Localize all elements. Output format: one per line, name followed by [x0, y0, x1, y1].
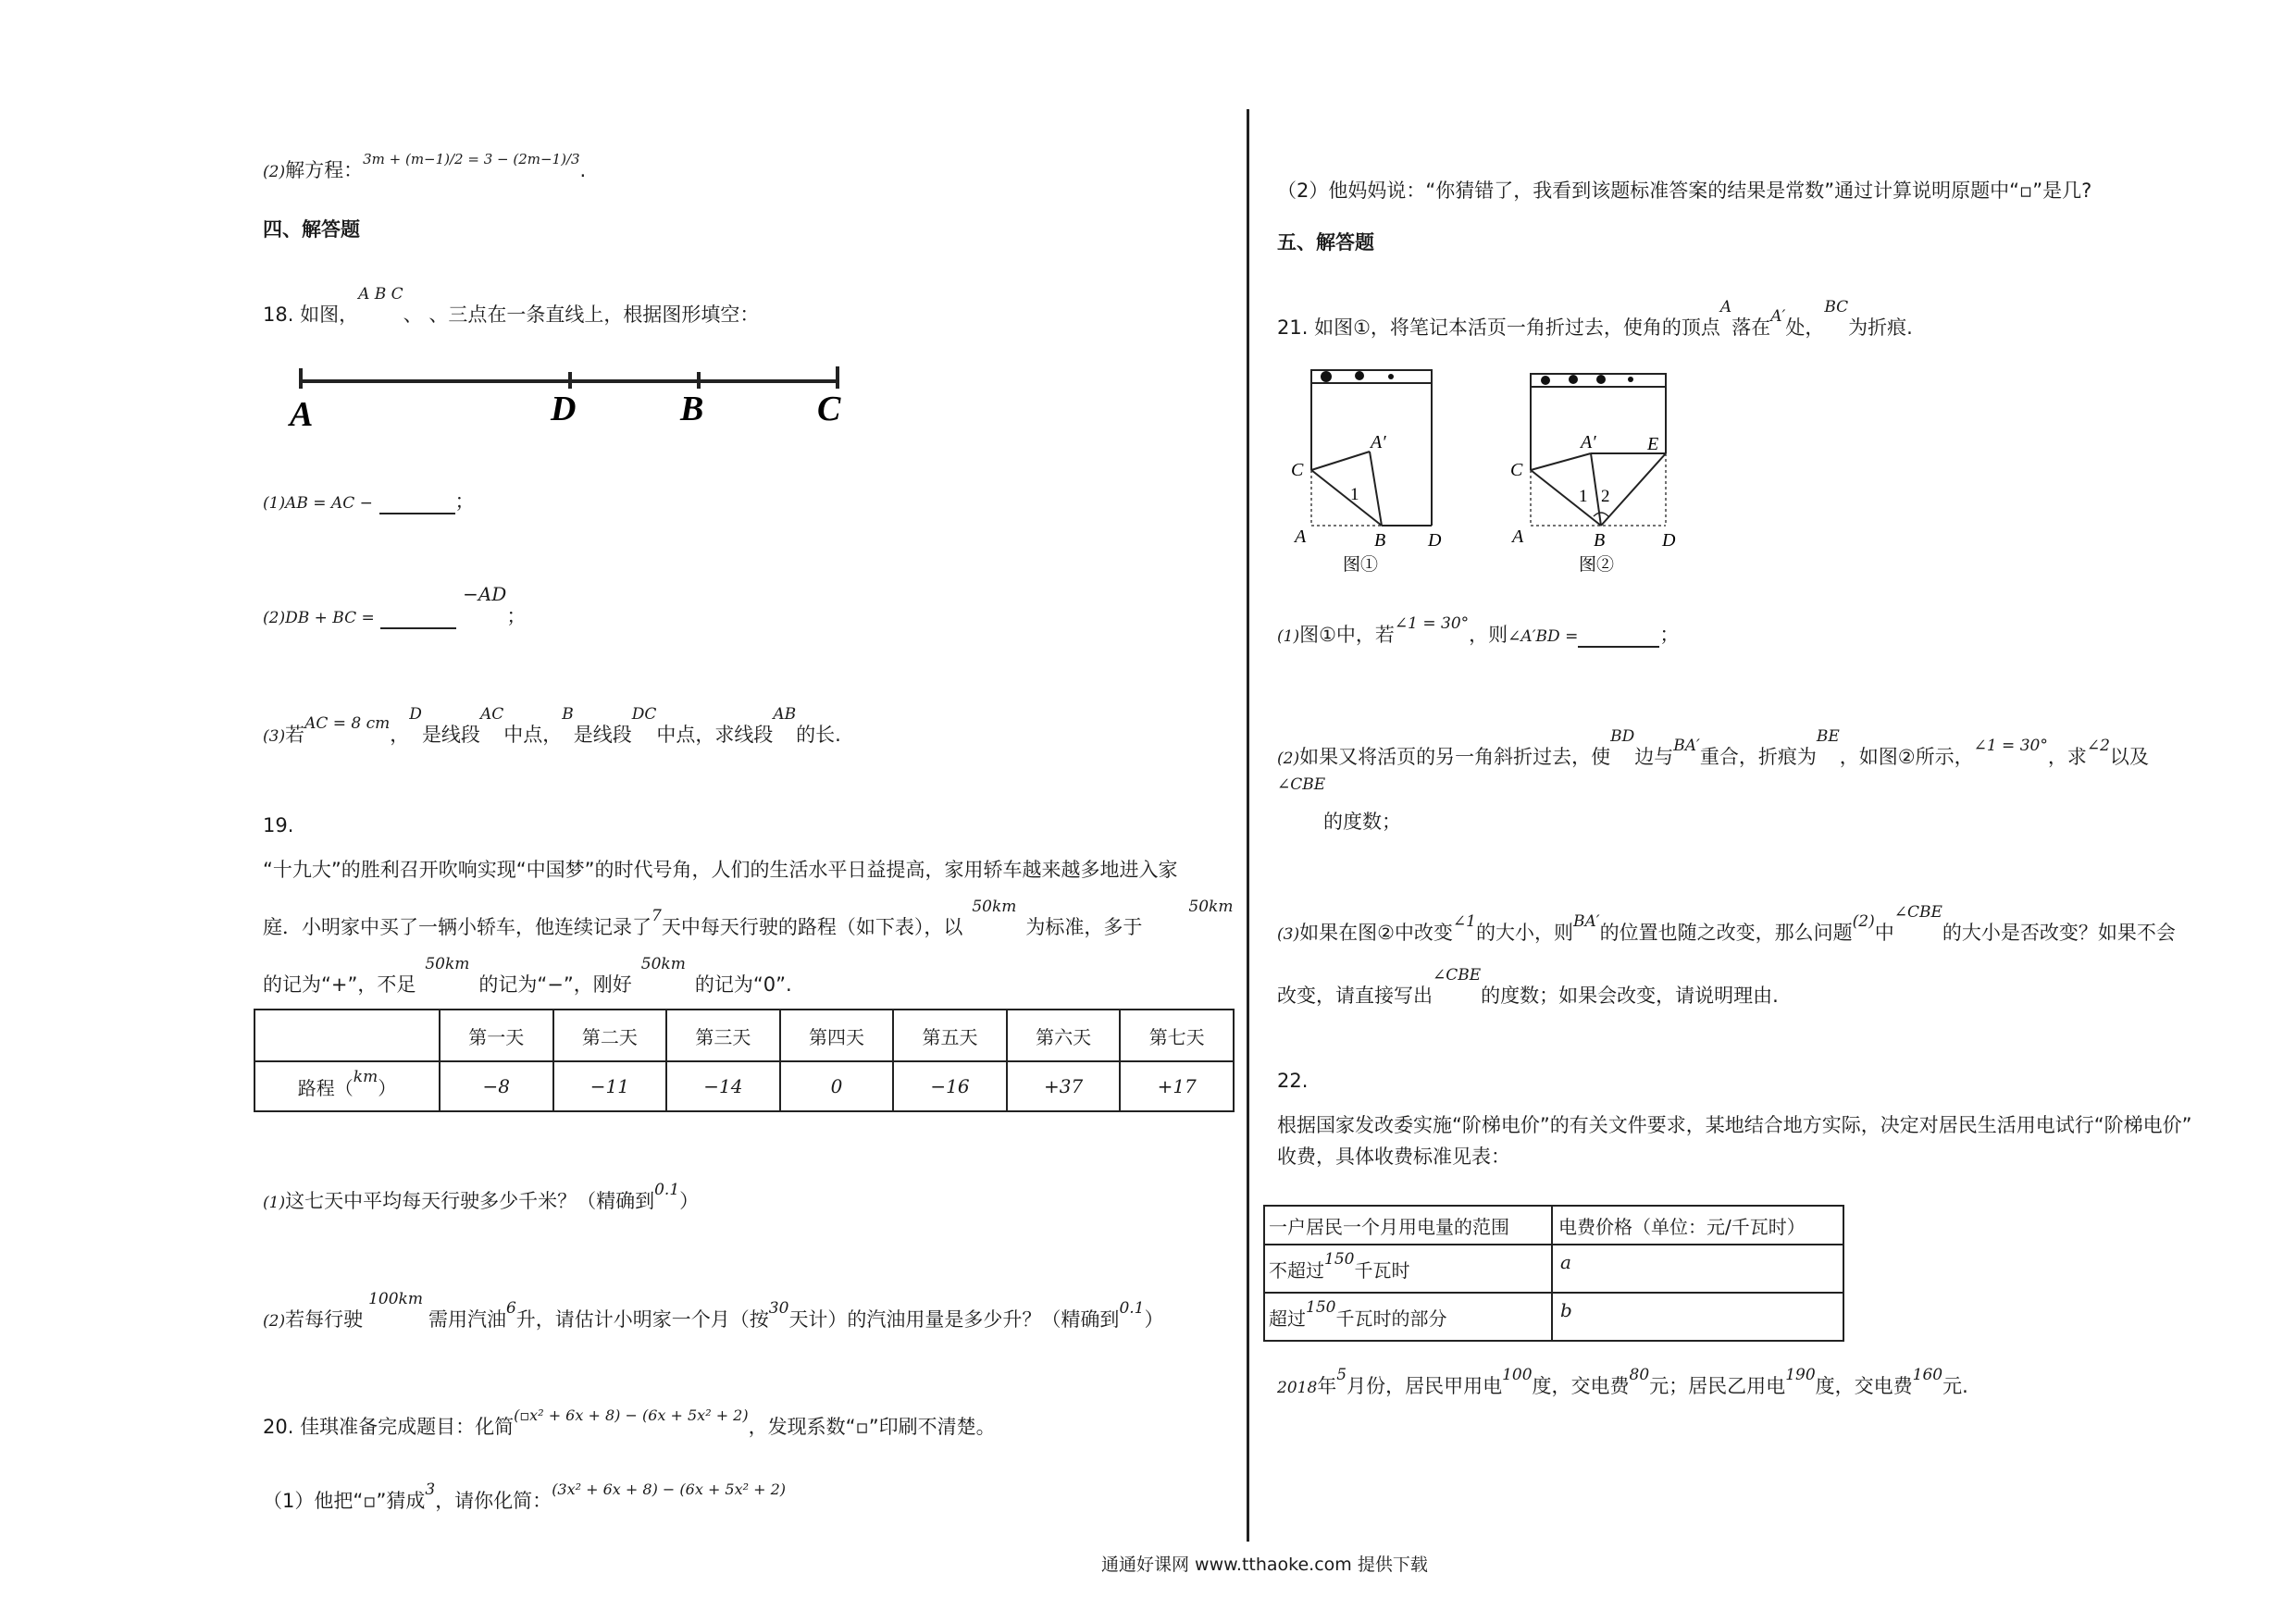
expr: 2018	[1277, 1379, 1318, 1397]
text: 超过	[1269, 1307, 1306, 1330]
fig1-label: 1	[1350, 485, 1359, 504]
table-header: 第六天	[1007, 1010, 1121, 1061]
label-d: D	[551, 390, 577, 428]
table-cell: +37	[1007, 1061, 1121, 1111]
q20-intro	[263, 1406, 996, 1440]
q19-part2	[263, 1290, 1164, 1332]
table-cell: −11	[553, 1061, 667, 1111]
text: 为标准，多于	[1025, 916, 1143, 938]
answer-blank[interactable]	[379, 494, 455, 514]
text: （1）他把“▫”猜成	[263, 1490, 426, 1512]
q22-line1: 根据国家发改委实施“阶梯电价”的有关文件要求，某地结合地方实际，决定对居民生活用电试行“阶梯电价”	[1277, 1114, 2192, 1136]
expr: ∠A′BD =	[1508, 627, 1579, 646]
table-header: 电费价格（单位：元/千瓦时）	[1552, 1206, 1843, 1245]
q18-line-figure	[264, 342, 865, 435]
text: ）	[679, 1190, 700, 1212]
ring-hole	[1388, 374, 1394, 379]
expr: BC	[1824, 298, 1849, 316]
ring-hole	[1541, 376, 1550, 385]
text: ，发现系数“▫”印刷不清楚。	[748, 1416, 996, 1438]
expr: 190	[1785, 1366, 1816, 1384]
expr: 5	[1336, 1366, 1347, 1384]
part-number: (1)	[263, 494, 286, 513]
tail: ；	[454, 490, 475, 513]
table-cell	[1264, 1293, 1552, 1341]
expr: 3	[425, 1481, 436, 1499]
fig1-caption: 图①	[1343, 555, 1379, 575]
label-b: B	[680, 390, 704, 428]
label: 路程（	[297, 1076, 354, 1099]
answer-blank[interactable]	[380, 609, 456, 629]
text: ，则	[1469, 624, 1508, 646]
table-cell: −8	[440, 1061, 553, 1111]
fig2-caption: 图②	[1579, 555, 1615, 575]
q18-sep: 、 、	[403, 304, 449, 326]
part-number: (2)	[263, 163, 286, 181]
expr: 50km	[425, 955, 470, 973]
q18-part1	[263, 487, 475, 514]
table-cell	[1264, 1245, 1552, 1293]
part-number: (3)	[263, 727, 286, 746]
answer-blank[interactable]	[1578, 627, 1659, 648]
expr: ∠1 = 30°	[1394, 614, 1470, 633]
footer-credit: 通通好课网 www.tthaoke.com 提供下载	[1101, 1555, 1428, 1575]
text: 度，交电费	[1815, 1375, 1913, 1397]
text: ，	[390, 724, 410, 746]
table-header: 第七天	[1120, 1010, 1234, 1061]
table-header-row	[254, 1010, 1234, 1061]
table-cell: +17	[1120, 1061, 1234, 1111]
text: ；	[1659, 624, 1680, 646]
expr: ∠CBE	[1433, 966, 1482, 985]
part-number: (3)	[1277, 925, 1300, 944]
expr: 0.1	[654, 1181, 680, 1199]
tail: ；	[506, 605, 527, 627]
fig1-label: D	[1428, 530, 1442, 551]
expr: AB	[773, 705, 797, 724]
expr: ∠CBE	[1893, 903, 1942, 922]
fig2-label: C	[1510, 460, 1523, 480]
expr: ∠1 = 30°	[1973, 737, 2048, 755]
text: 的大小是否改变？如果不会	[1942, 922, 2176, 944]
table-header: 一户居民一个月用电量的范围	[1264, 1206, 1552, 1245]
text: 需用汽油	[428, 1308, 506, 1331]
fig1-label: A	[1295, 527, 1307, 547]
expr: (▫x² + 6x + 8) − (6x + 5x² + 2)	[514, 1406, 749, 1424]
q17-text: 解方程：	[285, 159, 364, 181]
text: 重合，折痕为	[1699, 746, 1817, 768]
expr: 7	[652, 907, 662, 925]
q18-part3	[263, 705, 841, 748]
fig2-label: 2	[1601, 487, 1610, 506]
table-header: 第四天	[780, 1010, 894, 1061]
fig2-label: D	[1662, 530, 1676, 551]
text: 的长.	[796, 724, 841, 746]
fig2-label: B	[1594, 530, 1606, 551]
table-header: 第二天	[553, 1010, 667, 1061]
q18-p2-after: −AD	[463, 583, 507, 605]
text: 升，请估计小明家一个月（按	[515, 1308, 769, 1331]
part-number: (2)	[1277, 750, 1300, 768]
expr: 80	[1629, 1366, 1650, 1384]
text: 的度数；	[1323, 811, 1401, 833]
text: 是线段	[573, 724, 632, 746]
label-a: A	[290, 395, 314, 434]
q17-tail: .	[579, 159, 587, 181]
unit: km	[353, 1067, 379, 1086]
text: ，如图②所示，	[1839, 746, 1974, 768]
expr: BD	[1610, 727, 1635, 746]
text: 20. 佳琪准备完成题目：化简	[263, 1416, 515, 1438]
row-label	[254, 1061, 440, 1111]
text: 元；居民乙用电	[1649, 1375, 1786, 1397]
part-number: (2)	[263, 609, 286, 627]
text: 中点，求线段	[656, 724, 774, 746]
text: 中	[1874, 922, 1894, 944]
expr: ∠2	[2086, 737, 2110, 755]
text: 这七天中平均每天行驶多少千米？（精确到	[285, 1190, 655, 1212]
label-c: C	[817, 390, 841, 428]
expr: 6	[505, 1299, 516, 1318]
q18-points-letters: A B C	[358, 285, 403, 304]
table-corner	[254, 1010, 440, 1061]
text: 度，交电费	[1532, 1375, 1630, 1397]
expr: 150	[1324, 1249, 1355, 1269]
q21-figure-2	[1501, 361, 1676, 583]
text: 的记为“+”，不足	[263, 973, 416, 996]
q20-part2: （2）他妈妈说：“你猜错了，我看到该题标准答案的结果是常数”通过计算说明原题中“▫”是几?	[1277, 180, 2092, 202]
table-header: 第三天	[666, 1010, 780, 1061]
ring-hole	[1596, 375, 1606, 384]
text: ，求	[2047, 746, 2087, 768]
q18-p2-expr: DB + BC =	[285, 609, 375, 627]
q21-part3	[1277, 903, 2176, 946]
expr: B	[562, 705, 574, 724]
text: 以及	[2109, 746, 2149, 768]
expr: DC	[631, 705, 657, 724]
expr: 50km	[640, 955, 686, 973]
text: 的记为“0”.	[694, 973, 792, 996]
text: 的度数；如果会改变，请说明理由.	[1481, 985, 1779, 1007]
q22-line2: 收费，具体收费标准见表：	[1277, 1146, 1510, 1168]
part-number: (2)	[263, 1312, 286, 1331]
q21-part2-line2	[1277, 775, 1401, 835]
table-header-row	[1264, 1206, 1843, 1245]
table-cell: 0	[780, 1061, 894, 1111]
expr: 30	[768, 1299, 789, 1318]
text: 如果又将活页的另一角斜折过去，使	[1299, 746, 1611, 768]
expr: AC = 8 cm	[304, 714, 391, 733]
q19-line1: “十九大”的胜利召开吹响实现“中国梦”的时代号角，人们的生活水平日益提高，家用轿车越来越多地进入家	[263, 859, 1178, 881]
fig1-label: C	[1291, 460, 1304, 480]
expr: (3x² + 6x + 8) − (6x + 5x² + 2)	[552, 1481, 787, 1498]
text: 千瓦时	[1354, 1258, 1410, 1282]
table-cell: b	[1552, 1293, 1843, 1341]
angle-arc	[1594, 513, 1608, 516]
text: 若每行驶	[285, 1308, 364, 1331]
expr: 160	[1912, 1366, 1943, 1384]
q22-usage-line	[1277, 1366, 1968, 1399]
fig2-label: E	[1647, 434, 1659, 454]
text: 的位置也随之改变，那么问题	[1599, 922, 1853, 944]
ring-hole	[1321, 371, 1332, 382]
expr: ∠1	[1452, 912, 1476, 931]
q21-part2	[1277, 727, 2149, 770]
q18-suffix: 三点在一条直线上，根据图形填空：	[448, 304, 760, 326]
text: 落在	[1731, 316, 1771, 339]
q21-part3-line2	[1277, 966, 1779, 1009]
expr: ∠CBE	[1277, 775, 1326, 794]
section-five-heading: 五、解答题	[1277, 231, 1374, 254]
expr: 50km	[972, 898, 1017, 916]
text: 天计）的汽油用量是多少升？（精确到	[788, 1308, 1120, 1331]
table-cell: a	[1552, 1245, 1843, 1293]
table-row	[1264, 1293, 1843, 1341]
text: 若	[285, 724, 305, 746]
text: ，请你化简：	[435, 1490, 552, 1512]
part-number: (1)	[263, 1194, 286, 1212]
q20-part1	[263, 1481, 787, 1514]
q22-number: 22.	[1277, 1070, 1309, 1092]
q21-part1	[1277, 614, 1680, 648]
fig2-label: 1	[1579, 487, 1588, 506]
text: ）	[1144, 1308, 1164, 1331]
q19-line3	[263, 955, 792, 997]
text: 如果在图②中改变	[1299, 922, 1453, 944]
q18-prefix: 18. 如图，	[263, 304, 359, 326]
text: 天中每天行驶的路程（如下表），以	[661, 916, 963, 938]
fig1-label: A′	[1371, 432, 1386, 452]
text: 庭．小明家中买了一辆小轿车，他连续记录了	[263, 916, 652, 938]
q18-part2	[263, 583, 527, 629]
expr: AC	[479, 705, 504, 724]
table-cell: −14	[666, 1061, 780, 1111]
ring-hole	[1355, 371, 1364, 380]
text: 元.	[1942, 1375, 1968, 1397]
table-row	[254, 1061, 1234, 1111]
q19-line2	[263, 898, 1234, 940]
table-cell: −16	[893, 1061, 1007, 1111]
expr: BE	[1816, 727, 1840, 746]
text: 不超过	[1269, 1258, 1324, 1282]
expr: A	[1719, 298, 1732, 316]
q22-price-table	[1263, 1205, 1844, 1342]
text: 是线段	[421, 724, 480, 746]
ring-hole	[1569, 375, 1578, 384]
text: 月份，居民甲用电	[1347, 1375, 1503, 1397]
q19-distance-table	[254, 1009, 1235, 1112]
part-number: (1)	[1277, 627, 1300, 646]
expr: 100	[1502, 1366, 1533, 1384]
text: 年	[1317, 1375, 1337, 1397]
fig2-label: A	[1512, 527, 1524, 547]
expr: 100km	[368, 1290, 423, 1308]
q18-p1-expr: AB = AC −	[285, 494, 373, 513]
q18-intro	[263, 285, 760, 328]
expr: A′	[1770, 307, 1786, 326]
text: 处，	[1785, 316, 1825, 339]
expr: (2)	[1852, 912, 1875, 931]
fig2-label: A′	[1581, 432, 1596, 452]
text: 改变，请直接写出	[1277, 985, 1433, 1007]
text: 的记为“−”，刚好	[478, 973, 632, 996]
text: 21. 如图①，将笔记本活页一角折过去，使角的顶点	[1277, 316, 1720, 339]
text: 边与	[1634, 746, 1674, 768]
expr: 0.1	[1119, 1299, 1145, 1318]
fig1-label: B	[1374, 530, 1386, 551]
q19-number: 19.	[263, 814, 294, 836]
text: 图①中，若	[1299, 624, 1395, 646]
text: 为折痕.	[1848, 316, 1913, 339]
expr: D	[409, 705, 422, 724]
text: 的大小，则	[1475, 922, 1573, 944]
table-header: 第一天	[440, 1010, 553, 1061]
q17-equation: 3m + (m−1)/2 = 3 − (2m−1)/3	[363, 151, 580, 167]
q21-figure-1	[1282, 361, 1448, 583]
expr: BA′	[1572, 912, 1600, 931]
text: 中点，	[503, 724, 563, 746]
column-divider	[1247, 109, 1249, 1542]
table-header: 第五天	[893, 1010, 1007, 1061]
expr: BA′	[1673, 737, 1700, 755]
ring-hole	[1628, 377, 1633, 382]
expr: 50km	[1188, 898, 1234, 916]
label: ）	[378, 1076, 397, 1099]
q19-part1	[263, 1181, 700, 1214]
q21-intro	[1277, 298, 1913, 341]
table-row	[1264, 1245, 1843, 1293]
text: 千瓦时的部分	[1335, 1307, 1447, 1330]
section-four-heading: 四、解答题	[263, 218, 360, 241]
expr: 150	[1306, 1297, 1336, 1317]
q17-part2	[263, 151, 587, 183]
